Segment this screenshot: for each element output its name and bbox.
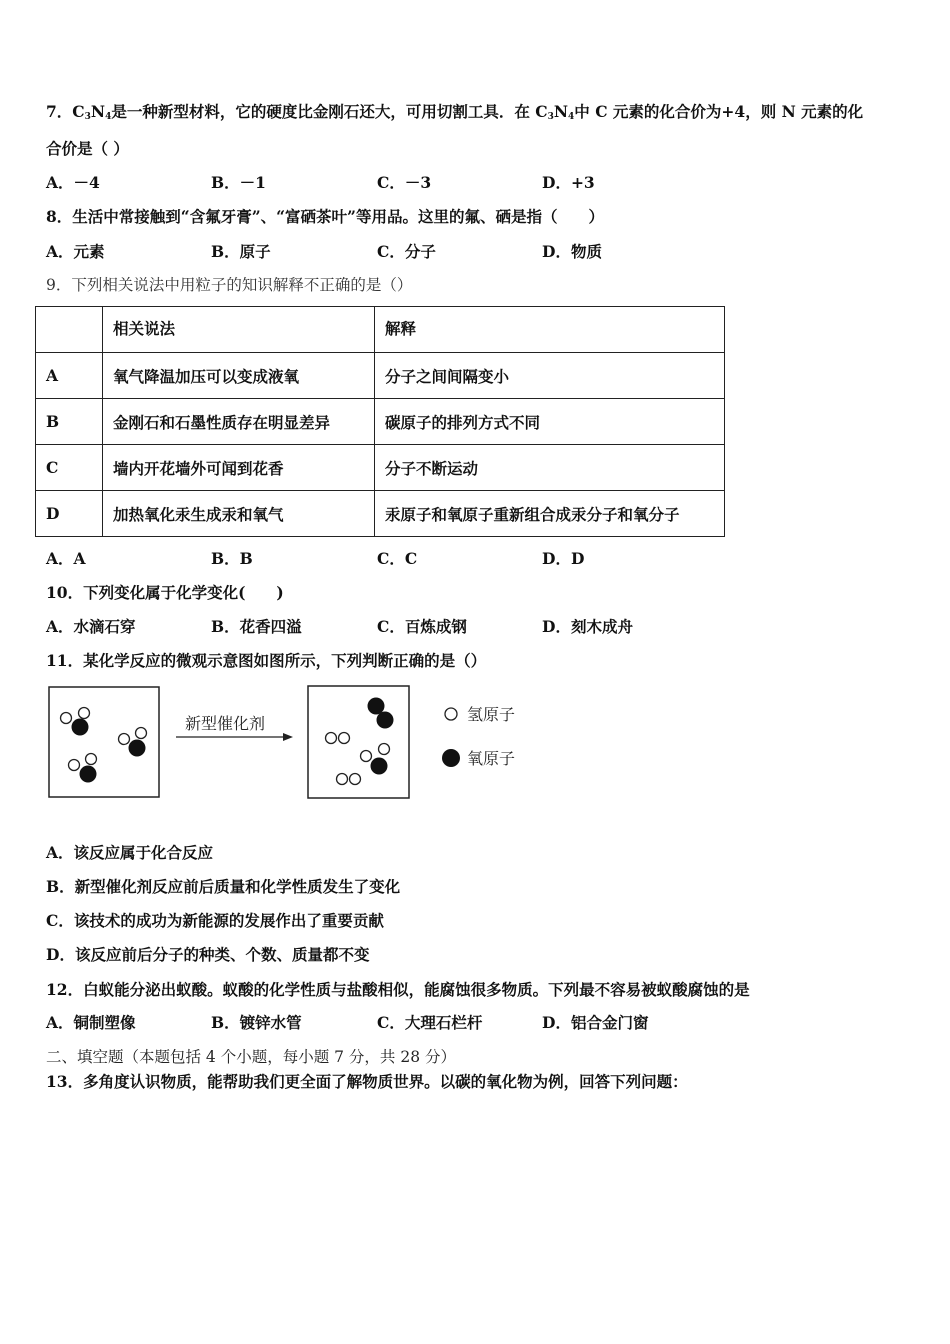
q11-option-c: C．该技术的成功为新能源的发展作出了重要贡献 — [46, 911, 384, 930]
table-cell: 氧气降温加压可以变成液氧 — [103, 353, 375, 399]
table-cell: D — [36, 491, 103, 537]
hydrogen-molecule — [326, 733, 350, 744]
question-7-line-2: 合价是（ ） — [46, 139, 129, 158]
q12-option-d: D．铝合金门窗 — [542, 1013, 649, 1032]
q10-option-c: C．百炼成钢 — [377, 617, 467, 636]
table-row — [36, 491, 725, 537]
table-header-cell — [36, 307, 103, 353]
section-2-heading: 二、填空题（本题包括 4 个小题，每小题 7 分，共 28 分） — [46, 1048, 457, 1066]
q12-option-a: A．铜制塑像 — [46, 1013, 136, 1032]
catalyst-label: 新型催化剂 — [185, 714, 266, 733]
q7-formula-n: N — [553, 102, 569, 121]
q11-option-b: B．新型催化剂反应前后质量和化学性质发生了变化 — [46, 877, 401, 896]
q7-text: 是一种新型材料，它的硬度比金刚石还大，可用切割工具．在 C — [111, 102, 548, 121]
legend-hydrogen-label: 氢原子 — [467, 705, 516, 724]
question-8-text: 8．生活中常接触到“含氟牙膏”、“富硒茶叶”等用品。这里的氟、硒是指（ ） — [46, 207, 604, 226]
hydrogen-molecule — [337, 774, 361, 785]
water-molecule — [61, 708, 90, 736]
table-cell: B — [36, 399, 103, 445]
q8-option-b: B．原子 — [211, 242, 271, 261]
table-cell: 加热氧化汞生成汞和氧气 — [103, 491, 375, 537]
oxygen-molecule — [368, 698, 394, 729]
q8-option-d: D．物质 — [542, 242, 602, 261]
question-13-text: 13．多角度认识物质，能帮助我们更全面了解物质世界。以碳的氧化物为例，回答下列问题： — [46, 1072, 688, 1091]
q12-option-b: B．镀锌水管 — [211, 1013, 302, 1032]
q10-option-a: A．水滴石穿 — [46, 617, 136, 636]
q8-option-c: C．分子 — [377, 242, 436, 261]
table-cell: 墙内开花墙外可闻到花香 — [103, 445, 375, 491]
table-row — [36, 445, 725, 491]
q7-option-b: B．－1 — [211, 173, 266, 192]
question-7-line-1 — [46, 102, 863, 127]
table-cell: 分子不断运动 — [375, 445, 725, 491]
oxygen-atom-icon — [442, 749, 460, 767]
table-cell: A — [36, 353, 103, 399]
table-header-cell: 相关说法 — [103, 307, 375, 353]
question-12-text: 12．白蚁能分泌出蚁酸。蚁酸的化学性质与盐酸相似，能腐蚀很多物质。下列最不容易被蚁酸腐蚀的是 — [46, 980, 750, 999]
table-row — [36, 353, 725, 399]
q7-sub: 3 — [84, 112, 91, 122]
q11-option-a: A．该反应属于化合反应 — [46, 843, 214, 862]
q9-option-d: D．D — [542, 549, 585, 568]
table-cell: 分子之间间隔变小 — [375, 353, 725, 399]
q9-table — [35, 306, 725, 537]
q10-option-b: B．花香四溢 — [211, 617, 302, 636]
hydrogen-atom-icon — [445, 708, 457, 720]
q7-option-a: A．－4 — [46, 173, 100, 192]
arrow-head-icon — [283, 733, 293, 741]
q12-option-c: C．大理石栏杆 — [377, 1013, 483, 1032]
question-11-text: 11．某化学反应的微观示意图如图所示，下列判断正确的是（） — [46, 651, 487, 670]
q7-sub: 4 — [568, 112, 575, 122]
q7-option-c: C．－3 — [377, 173, 432, 192]
legend-oxygen-label: 氧原子 — [467, 749, 516, 768]
q7-sub: 4 — [105, 112, 112, 122]
question-9-text: 9．下列相关说法中用粒子的知识解释不正确的是（） — [46, 276, 413, 294]
q7-formula-c: C — [72, 102, 85, 121]
table-cell: C — [36, 445, 103, 491]
water-molecule — [69, 754, 97, 783]
q9-option-b: B．B — [211, 549, 253, 568]
table-row — [36, 399, 725, 445]
water-molecule — [119, 728, 147, 757]
table-header-row — [36, 307, 725, 353]
table-cell: 金刚石和石墨性质存在明显差异 — [103, 399, 375, 445]
q7-sub: 3 — [547, 112, 554, 122]
q9-option-a: A．A — [46, 549, 86, 568]
q7-formula-n: N — [90, 102, 106, 121]
reaction-diagram — [40, 675, 560, 805]
table-cell: 碳原子的排列方式不同 — [375, 399, 725, 445]
q8-option-a: A．元素 — [46, 242, 105, 261]
q7-option-d: D．+3 — [542, 173, 595, 192]
q9-option-c: C．C — [377, 549, 418, 568]
water-molecule — [361, 744, 390, 775]
table-cell: 汞原子和氧原子重新组合成汞分子和氧分子 — [375, 491, 725, 537]
q7-text: 中 C 元素的化合价为+4，则 N 元素的化 — [574, 102, 864, 121]
question-10-text: 10．下列变化属于化学变化( ) — [46, 583, 284, 602]
q10-option-d: D．刻木成舟 — [542, 617, 633, 636]
question-7-number: 7． — [46, 102, 73, 121]
table-header-cell: 解释 — [375, 307, 725, 353]
q11-option-d: D．该反应前后分子的种类、个数、质量都不变 — [46, 945, 370, 964]
